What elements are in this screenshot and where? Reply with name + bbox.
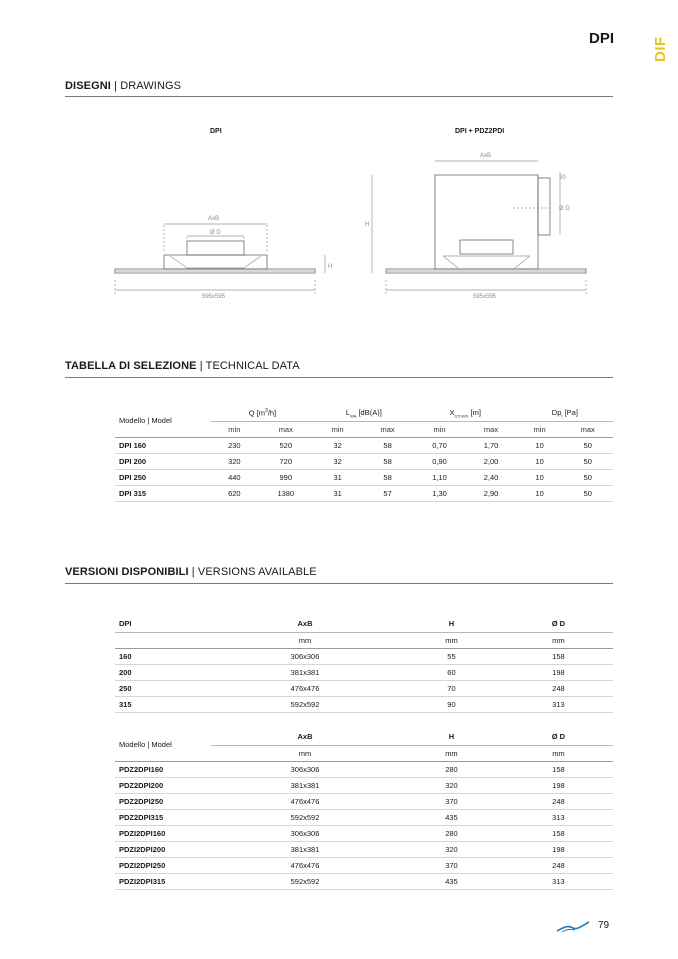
drawing-left-label: DPI [210, 128, 222, 135]
max-label: max [562, 421, 613, 437]
versions-title-rest: | VERSIONS AVAILABLE [188, 566, 317, 578]
left-dim-d: Ø D [210, 230, 221, 236]
col-d: Ø D [504, 616, 613, 632]
right-inner-collar [460, 240, 513, 254]
tech-title [65, 360, 300, 372]
unit-label: mm [399, 632, 504, 648]
tech-rule [65, 377, 613, 378]
col-h: H [399, 616, 504, 632]
drawings-title-rest: | DRAWINGS [110, 80, 182, 92]
drawings-rule [65, 96, 613, 97]
max-label: max [258, 421, 314, 437]
drawing-right-label: DPI + PDZ2PDI [455, 128, 505, 135]
table-row: PDZ2DPI250 476x476 370 248 [115, 793, 613, 809]
drawings-title-bold: DISEGNI [65, 80, 111, 92]
table-row: 315 592x592 90 313 [115, 696, 613, 712]
max-label: max [465, 421, 516, 437]
table-row: PDZI2DPI160 306x306 280 158 [115, 825, 613, 841]
right-dim-axb: AxB [480, 153, 492, 159]
unit-label: mm [504, 745, 613, 761]
table-row: DPI 200 320 720 32 58 0,90 2,00 10 50 [115, 453, 613, 469]
wave-logo-icon [556, 921, 590, 933]
table-row: 200 381x381 60 198 [115, 664, 613, 680]
left-dim-axb: AxB [208, 216, 220, 222]
col-group-lwa: $L_{WA}$ [dB(A)] [314, 405, 414, 421]
tech-title-bold: TABELLA DI SELEZIONE [65, 360, 197, 372]
versions-title-bold: VERSIONI DISPONIBILI [65, 566, 189, 578]
col-group-x: $X_{0,5 M/S}$ [m] [414, 405, 517, 421]
right-plenum-box [435, 175, 538, 269]
unit-label: mm [211, 632, 399, 648]
versions-table-dpi [115, 616, 613, 713]
right-dim-h: H [365, 222, 370, 228]
right-dim-d: Ø D [559, 206, 570, 212]
col-group-dp: $Dp_t$ [Pa] [517, 405, 613, 421]
left-dim-h: H [328, 264, 333, 270]
col-axb: AxB [211, 729, 399, 745]
col-d: Ø D [504, 729, 613, 745]
col-h: H [399, 729, 504, 745]
right-dim-20: 20 [559, 175, 566, 181]
col-group-q: Q $[m^3/h]$ [211, 405, 314, 421]
table-row: PDZ2DPI160 306x306 280 158 [115, 761, 613, 777]
table-row: DPI 160 230 520 32 58 0,70 1,70 10 50 [115, 437, 613, 453]
technical-data-table [115, 405, 613, 502]
table-row: PDZI2DPI250 476x476 370 248 [115, 857, 613, 873]
page-code: DPI [588, 30, 614, 47]
table-row: PDZ2DPI315 592x592 435 313 [115, 809, 613, 825]
col-axb: AxB [211, 616, 399, 632]
table-row: DPI 250 440 990 31 58 1,10 2,40 10 50 [115, 469, 613, 485]
table-row: DPI 315 620 1380 31 57 1,30 2,90 10 50 [115, 485, 613, 501]
right-dim-base: 595x595 [473, 294, 497, 300]
table-row: PDZ2DPI200 381x381 320 198 [115, 777, 613, 793]
unit-label: mm [211, 745, 399, 761]
right-side-collar [538, 178, 550, 235]
table-row: 250 476x476 70 248 [115, 680, 613, 696]
versions-rule [65, 583, 613, 584]
max-label: max [361, 421, 413, 437]
model-header: Modello | Model [115, 405, 211, 437]
left-collar [187, 241, 244, 255]
unit-label: mm [399, 745, 504, 761]
tech-title-rest: | TECHNICAL DATA [196, 360, 300, 372]
table-row: PDZI2DPI200 381x381 320 198 [115, 841, 613, 857]
side-tab [652, 32, 668, 62]
min-label: min [314, 421, 361, 437]
technical-drawings [100, 140, 600, 310]
drawings-title [65, 80, 181, 92]
unit-label: mm [504, 632, 613, 648]
table-row: 160 306x306 55 158 [115, 648, 613, 664]
table-row: PDZI2DPI315 592x592 435 313 [115, 873, 613, 889]
versions-title [65, 566, 317, 578]
min-label: min [414, 421, 465, 437]
page-number: 79 [598, 920, 610, 931]
min-label: min [211, 421, 258, 437]
min-label: min [517, 421, 563, 437]
versions-table-models [115, 729, 613, 890]
left-dim-base: 595x595 [202, 294, 226, 300]
dpi-header: DPI [115, 616, 211, 632]
side-tab-label: DIF [652, 36, 669, 62]
model-header: Modello | Model [115, 729, 211, 761]
left-plenum [164, 255, 267, 269]
